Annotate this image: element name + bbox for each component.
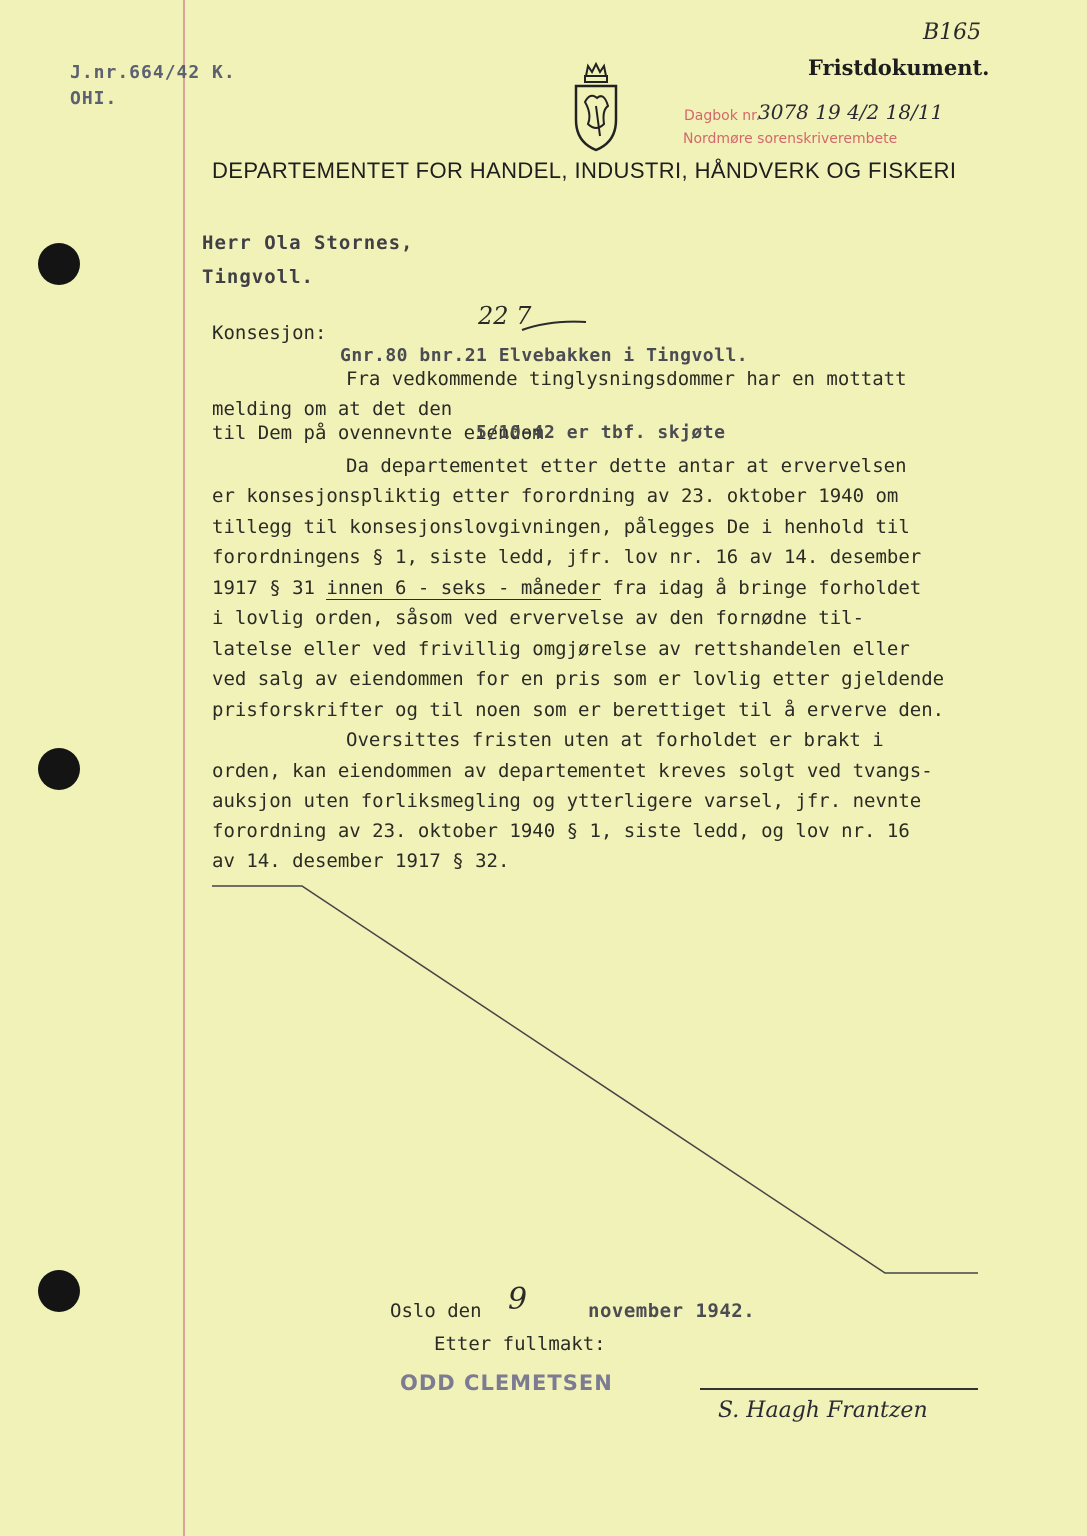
subject-label: Konsesjon:: [212, 322, 327, 344]
subject-property: Gnr.80 bnr.21 Elvebakken i Tingvoll.: [340, 345, 749, 366]
body-line: ved salg av eiendommen for en pris som er lovlig etter gjeldende: [212, 668, 945, 690]
body-line-part: 1917 § 31: [212, 577, 327, 599]
body-line: Da departementet etter dette antar at ervervelsen: [346, 455, 907, 477]
body-line: orden, kan eiendommen av departementet kreves solgt ved tvangs-: [212, 760, 933, 782]
body-line: av 14. desember 1917 § 32.: [212, 850, 510, 872]
body-line: tillegg til konsesjonslovgivningen, pålegges De i henhold til: [212, 516, 910, 538]
stamp-dagbok-label: Dagbok nr.: [684, 108, 761, 124]
body-line: til Dem på ovennevnte eiendom: [212, 422, 544, 444]
closing-day: 9: [508, 1282, 528, 1317]
official-name-stamp: ODD CLEMETSEN: [400, 1371, 613, 1395]
body-line: melding om at det den: [212, 398, 453, 420]
body-line: Oversittes fristen uten at forholdet er brakt i: [346, 729, 884, 751]
stamp-court-name: Nordmøre sorenskriverembete: [683, 131, 898, 147]
recipient-place: Tingvoll.: [202, 266, 314, 288]
body-line: forordningens § 1, siste ledd, jfr. lov nr. 16 av 14. desember: [212, 546, 922, 568]
body-line: latelse eller ved frivillig omgjørelse av rettshandelen eller: [212, 638, 910, 660]
body-line: auksjon uten forliksmegling og ytterligere varsel, jfr. nevnte: [212, 790, 922, 812]
body-line: prisforskrifter og til noen som er berettiget til å erverve den.: [212, 699, 945, 721]
body-line: Fra vedkommende tinglysningsdommer har en mottatt: [346, 368, 907, 390]
handwritten-page-number: B165: [923, 20, 982, 45]
closing-date: november 1942.: [588, 1300, 756, 1322]
document-type: Fristdokument.: [808, 55, 990, 80]
closing-authority: Etter fullmakt:: [434, 1333, 606, 1355]
recipient-name: Herr Ola Stornes,: [202, 232, 414, 254]
signature-line: [700, 1388, 978, 1390]
journal-initials: OHI.: [70, 88, 118, 109]
handwritten-signature: S. Haagh Frantzen: [718, 1398, 928, 1423]
department-heading: DEPARTEMENTET FOR HANDEL, INDUSTRI, HÅNDVERK OG FISKERI: [212, 158, 957, 183]
handwritten-bnr: 22 7: [478, 302, 532, 330]
body-line-part: fra idag å bringe forholdet: [600, 577, 922, 599]
journal-reference: J.nr.664/42 K.: [70, 62, 236, 83]
body-line: i lovlig orden, såsom ved ervervelse av den fornødne til-: [212, 607, 865, 629]
stamp-dagbok-value: 3078 19 4/2 18/11: [758, 100, 944, 124]
body-line: forordning av 23. oktober 1940 § 1, siste ledd, og lov nr. 16: [212, 820, 910, 842]
closing-place: Oslo den: [390, 1300, 482, 1322]
inserted-typed-text: 5/10-42 er tbf. skjøte: [476, 422, 726, 443]
deadline-underlined: innen 6 - seks - måneder: [326, 577, 601, 599]
body-line: er konsesjonspliktig etter forordning av 23. oktober 1940 om: [212, 485, 899, 507]
